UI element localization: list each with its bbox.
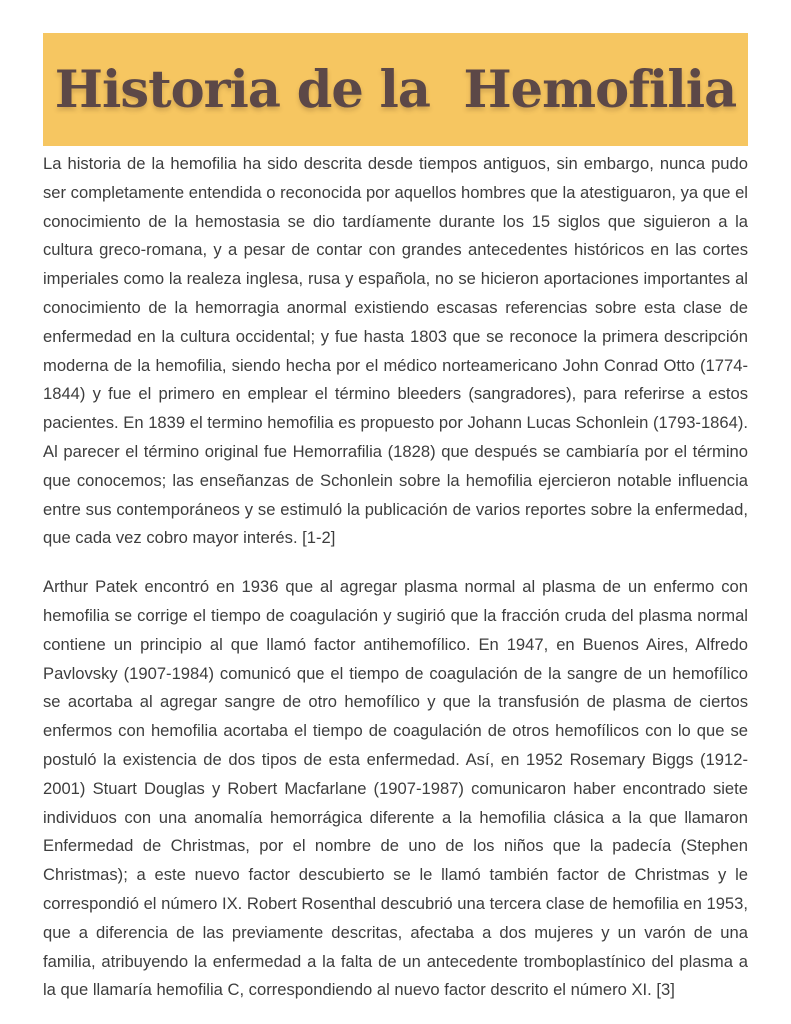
paragraph-modern-discoveries: Arthur Patek encontró en 1936 que al agregar plasma normal al plasma de un enfermo con hemofilia se corrige el tiempo de coagulación y sugirió que la fracción cruda del plasma normal contiene un principio al que llamó factor antihemofílico. En 1947, en Buenos Aires, Alfredo Pavlovsky (1907-1984) comunicó que el tiempo de coagulación de la sangre de un hemofílico se acortaba al agregar sangre de otro hemofílico y que la transfusión de plasma de ciertos enfermos con hemofilia acortaba el tiempo de coagulación de otros hemofílicos con lo que se postuló la existencia de dos tipos de esta enfermedad. Así, en 1952 Rosemary Biggs (1912-2001) Stuart Douglas y Robert Macfarlane (1907-1987) comunicaron haber encontrado siete individuos con una anomalía hemorrágica diferente a la hemofilia clásica a la que llamaron Enfermedad de Christmas, por el nombre de uno de los niños que la padecía (Stephen Christmas); a este nuevo factor descubierto se le llamó también factor de Christmas y le correspondió el número IX. Robert Rosenthal descubrió una tercera clase de hemofilia en 1953, que a diferencia de las previamente descritas, afectaba a dos mujeres y un varón de una familia, atribuyendo la enfermedad a la falta de un antecedente tromboplastínico del plasma a la que llamaría hemofilia C, correspondiendo al nuevo factor descrito el número XI. [3] xyxy=(43,577,748,1000)
paragraph-history-origins: La historia de la hemofilia ha sido descrita desde tiempos antiguos, sin embargo, nunca pudo ser completamente entendida o reconocida por aquellos hombres que la atestiguaron, ya que el conocimiento de la hemostasia se dio tardíamente durante los 15 siglos que siguieron a la cultura greco-romana, y a pesar de contar con grandes antecedentes históricos en las cortes imperiales como la realeza inglesa, rusa y española, no se hicieron aportaciones importantes al conocimiento de la hemorragia anormal existiendo escasas referencias sobre esta clase de enfermedad en la cultura occidental; y fue hasta 1803 que se reconoce la primera descripción moderna de la hemofilia, siendo hecha por el médico norteamericano John Conrad Otto (1774-1844) y fue el primero en emplear el término bleeders (sangradores), para referirse a estos pacientes. En 1839 el termino hemofilia es propuesto por Johann Lucas Schonlein (1793-1864). Al parecer el término original fue Hemorrafilia (1828) que después se cambiaría por el término que conocemos; las enseñanzas de Schonlein sobre la hemofilia ejercieron notable influencia entre sus contemporáneos y se estimuló la publicación de varios reportes sobre la enfermedad, que cada vez cobro mayor interés. [1-2] xyxy=(43,154,748,548)
title-banner xyxy=(43,33,748,146)
page-title: Historia de la Hemofilia xyxy=(54,59,737,120)
article-body xyxy=(43,150,748,1024)
